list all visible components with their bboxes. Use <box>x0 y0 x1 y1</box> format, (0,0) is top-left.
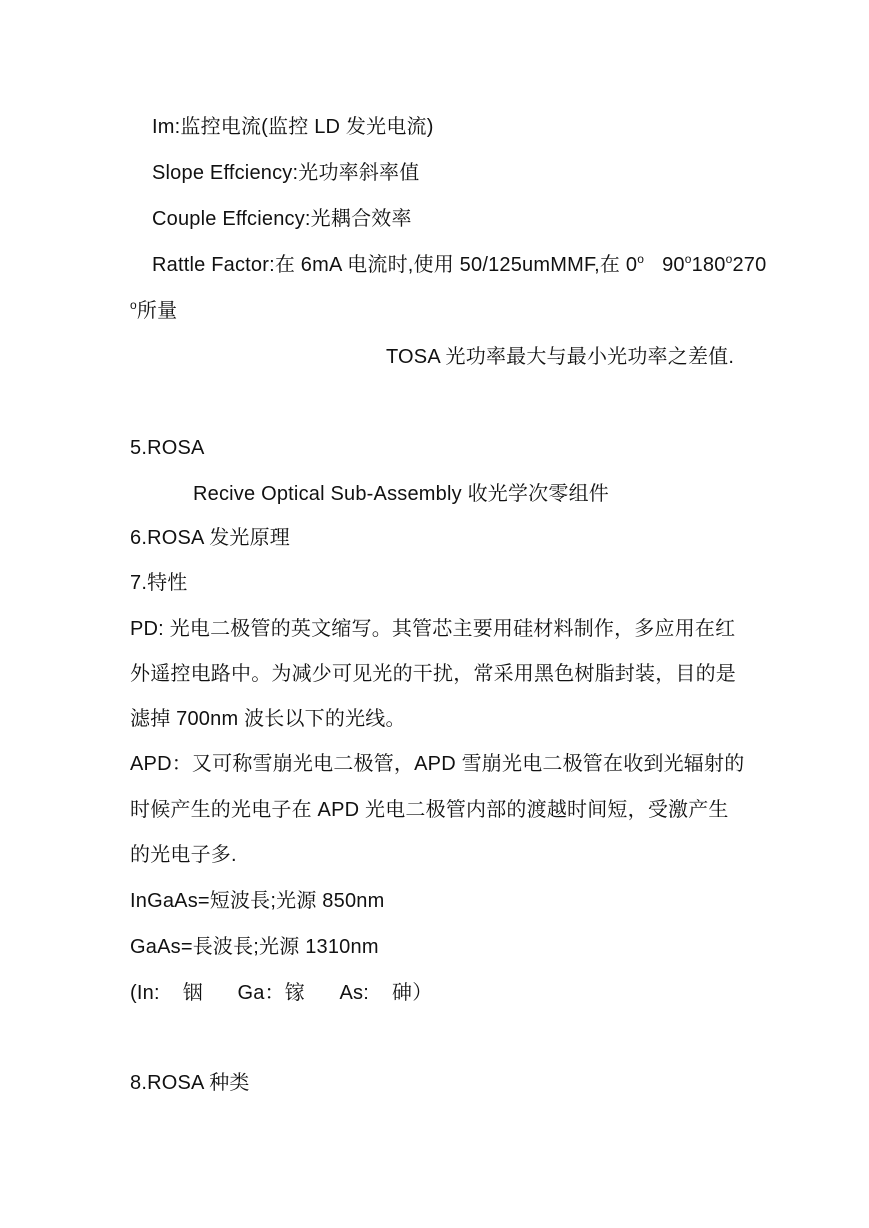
ingaas-line: InGaAs=短波長;光源 850nm <box>130 890 385 912</box>
gaas-line: GaAs=長波長;光源 1310nm <box>130 936 379 958</box>
angle-180: 180 <box>691 254 726 276</box>
pd-paragraph-line-1: PD: 光电二极管的英文缩写。其管芯主要用硅材料制作，多应用在红 <box>130 618 736 640</box>
tosa-difference-note: TOSA 光功率最大与最小光功率之差值. <box>386 346 735 368</box>
apd-paragraph-line-3: 的光电子多. <box>130 844 237 866</box>
rosa-principle-heading: 6.ROSA 发光原理 <box>130 527 291 549</box>
rosa-heading: 5.ROSA <box>130 437 205 459</box>
rattle-factor-tail: 所量 <box>136 300 178 322</box>
angle-90: 90 <box>662 254 685 276</box>
apd-paragraph-line-2: 时候产生的光电子在 APD 光电二极管内部的渡越时间短，受激产生 <box>130 799 729 821</box>
im-definition: Im:监控电流(监控 LD 发光电流) <box>152 116 434 138</box>
degree-mark: o <box>637 252 645 266</box>
rosa-full-name: Recive Optical Sub-Assembly 收光学次零组件 <box>193 483 609 505</box>
rosa-types-heading: 8.ROSA 种类 <box>130 1072 250 1094</box>
angle-270: 270 <box>732 254 767 276</box>
degree-mark: o <box>725 252 733 266</box>
characteristics-heading: 7.特性 <box>130 572 188 594</box>
rattle-factor-definition <box>152 251 766 279</box>
pd-paragraph-line-3: 滤掉 700nm 波长以下的光线。 <box>130 708 406 730</box>
couple-efficiency-definition: Couple Effciency:光耦合效率 <box>152 208 412 230</box>
slope-efficiency-definition: Slope Effciency:光功率斜率值 <box>152 162 420 184</box>
rattle-factor-continuation <box>130 297 177 325</box>
apd-paragraph-line-1: APD：又可称雪崩光电二极管，APD 雪崩光电二极管在收到光辐射的 <box>130 753 745 775</box>
pd-paragraph-line-2: 外遥控电路中。为减少可见光的干扰，常采用黑色树脂封装，目的是 <box>130 663 736 685</box>
rattle-factor-text: Rattle Factor:在 6mA 电流时,使用 50/125umMMF,在 0 <box>152 254 638 276</box>
degree-mark: o <box>130 298 137 312</box>
degree-mark: o <box>684 252 692 266</box>
elements-line: (In: 铟 Ga：镓 As: 砷） <box>130 982 433 1004</box>
